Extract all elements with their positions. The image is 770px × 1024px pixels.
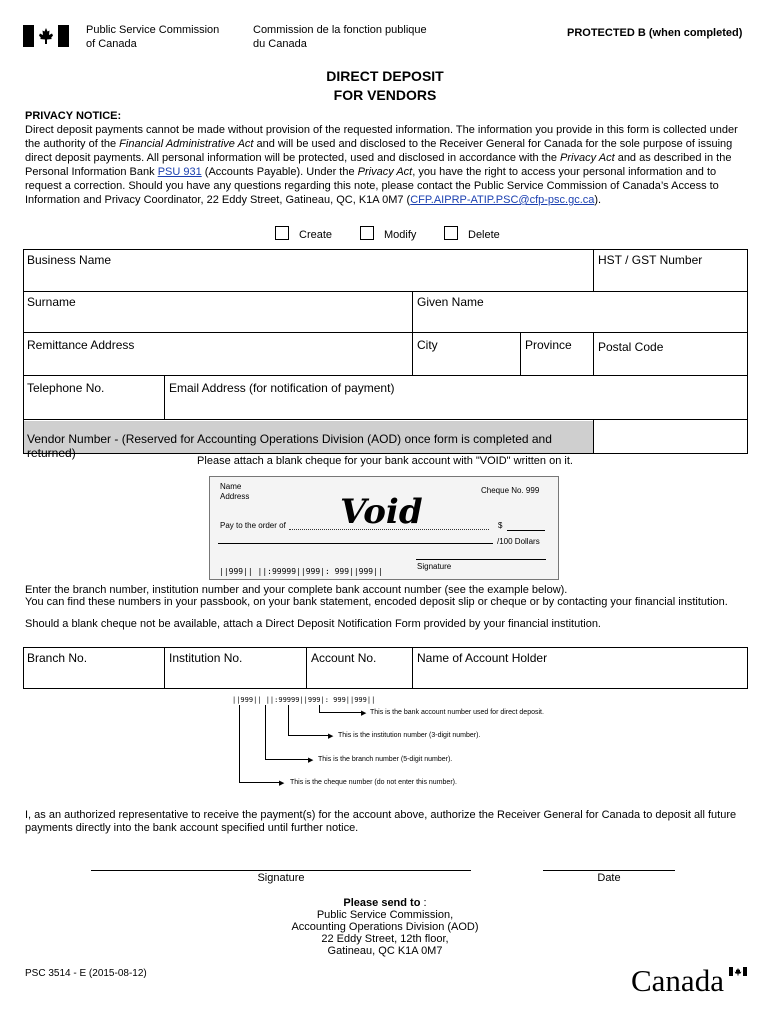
sample-cheque: Name Address Cheque No. 999 Pay to the order of Void $ /100 Dollars Signature ||999|| ||:99999||999|: 999||999|| bbox=[209, 476, 559, 580]
department-name-en: Public Service Commission of Canada bbox=[86, 24, 220, 50]
institution-explanation: This is the institution number (3-digit number). bbox=[338, 732, 481, 739]
privacy-heading: PRIVACY NOTICE: bbox=[25, 110, 122, 122]
postal-code-field[interactable]: Postal Code bbox=[598, 340, 664, 354]
date-field[interactable] bbox=[543, 850, 675, 870]
page-title: DIRECT DEPOSIT FOR VENDORS bbox=[326, 68, 444, 103]
signature-label: Signature bbox=[257, 872, 305, 884]
form-id: PSC 3514 - E (2015-08-12) bbox=[25, 968, 147, 979]
branch-number-field[interactable]: Branch No. bbox=[27, 651, 88, 665]
protected-label: PROTECTED B (when completed) bbox=[567, 27, 743, 39]
city-field[interactable]: City bbox=[417, 338, 438, 352]
void-text: Void bbox=[340, 492, 423, 532]
account-holder-field[interactable]: Name of Account Holder bbox=[417, 651, 548, 665]
example-micr: ||999|| ||:99999||999|: 999||999|| bbox=[232, 696, 376, 704]
privacy-notice: PRIVACY NOTICE: Direct deposit payments cannot be made without provision of the requested information. The information you provide in this form is collected under the authority of the Financial Administrative Act and will be used and disclosed to the Receiver General for Canada for the sole purpose of issuing direct deposit payments. All personal information will be protected, used and disclosed in accordance with the Privacy Act and as described in the Personal Information Bank PSU 931 (Accounts Payable). Under the Privacy Act, you have the right to access your personal information and to request a correction. Should you have any questions regarding this note, please contact the Public Service Commission of Canada’s Access to Information and Privacy Coordinator, 22 Eddy Street, Gatineau, QC, K1A 0M7 (CFP.AIPRP-ATIP.PSC@cfp-psc.gc.ca). bbox=[25, 109, 747, 207]
canada-flag-icon bbox=[23, 25, 69, 47]
create-option[interactable]: Create bbox=[275, 226, 332, 241]
modify-checkbox[interactable] bbox=[360, 226, 374, 240]
send-to-address: Please send to : Public Service Commission, Accounting Operations Division (AOD) 22 Eddy Street, 12th floor, Gatineau, QC K1A 0M7 bbox=[291, 897, 479, 957]
telephone-field[interactable]: Telephone No. bbox=[27, 381, 105, 395]
create-checkbox[interactable] bbox=[275, 226, 289, 240]
cheque-number-explanation: This is the cheque number (do not enter this number). bbox=[290, 779, 457, 786]
delete-option[interactable]: Delete bbox=[444, 226, 500, 241]
atip-email-link[interactable]: CFP.AIPRP-ATIP.PSC@cfp-psc.gc.ca bbox=[410, 194, 595, 206]
remittance-address-field[interactable]: Remittance Address bbox=[27, 338, 135, 352]
branch-explanation: This is the branch number (5-digit number). bbox=[318, 756, 453, 763]
signature-field[interactable] bbox=[91, 850, 471, 870]
account-explanation: This is the bank account number used for direct deposit. bbox=[370, 709, 544, 716]
surname-field[interactable]: Surname bbox=[27, 295, 76, 309]
attach-cheque-note: Please attach a blank cheque for your bank account with "VOID" written on it. bbox=[197, 455, 573, 467]
psu-931-link[interactable]: PSU 931 bbox=[157, 166, 202, 178]
modify-option[interactable]: Modify bbox=[360, 226, 416, 241]
business-name-field[interactable]: Business Name bbox=[27, 253, 112, 267]
vendor-number-label: Vendor Number - (Reserved for Accounting Operations Division (AOD) once form is completed and returned) bbox=[27, 432, 552, 460]
hst-gst-field[interactable]: HST / GST Number bbox=[598, 253, 703, 267]
department-name-fr: Commission de la fonction publique du Canada bbox=[253, 24, 427, 50]
instructions: Enter the branch number, institution number and your complete bank account number (see the example below). You can find these numbers in your passbook, on your bank statement, encoded deposit slip or cheque or by contacting your financial institution. Should a blank cheque not be available, attach a Direct Deposit Notification Form provided by your financial institution. bbox=[25, 584, 728, 630]
institution-number-field[interactable]: Institution No. bbox=[169, 651, 243, 665]
email-field[interactable]: Email Address (for notification of payment) bbox=[169, 381, 395, 395]
canada-wordmark: Canada bbox=[631, 963, 724, 998]
province-field[interactable]: Province bbox=[525, 338, 572, 352]
vendor-number-field bbox=[594, 420, 747, 453]
delete-checkbox[interactable] bbox=[444, 226, 458, 240]
given-name-field[interactable]: Given Name bbox=[417, 295, 484, 309]
authorization-text: I, as an authorized representative to receive the payment(s) for the account above, authorize the Receiver General for Canada to deposit all future payments directly into the bank account specified until further notice. bbox=[25, 809, 737, 834]
account-number-field[interactable]: Account No. bbox=[311, 651, 377, 665]
wordmark-flag-icon bbox=[729, 967, 747, 976]
date-label: Date bbox=[597, 872, 621, 884]
